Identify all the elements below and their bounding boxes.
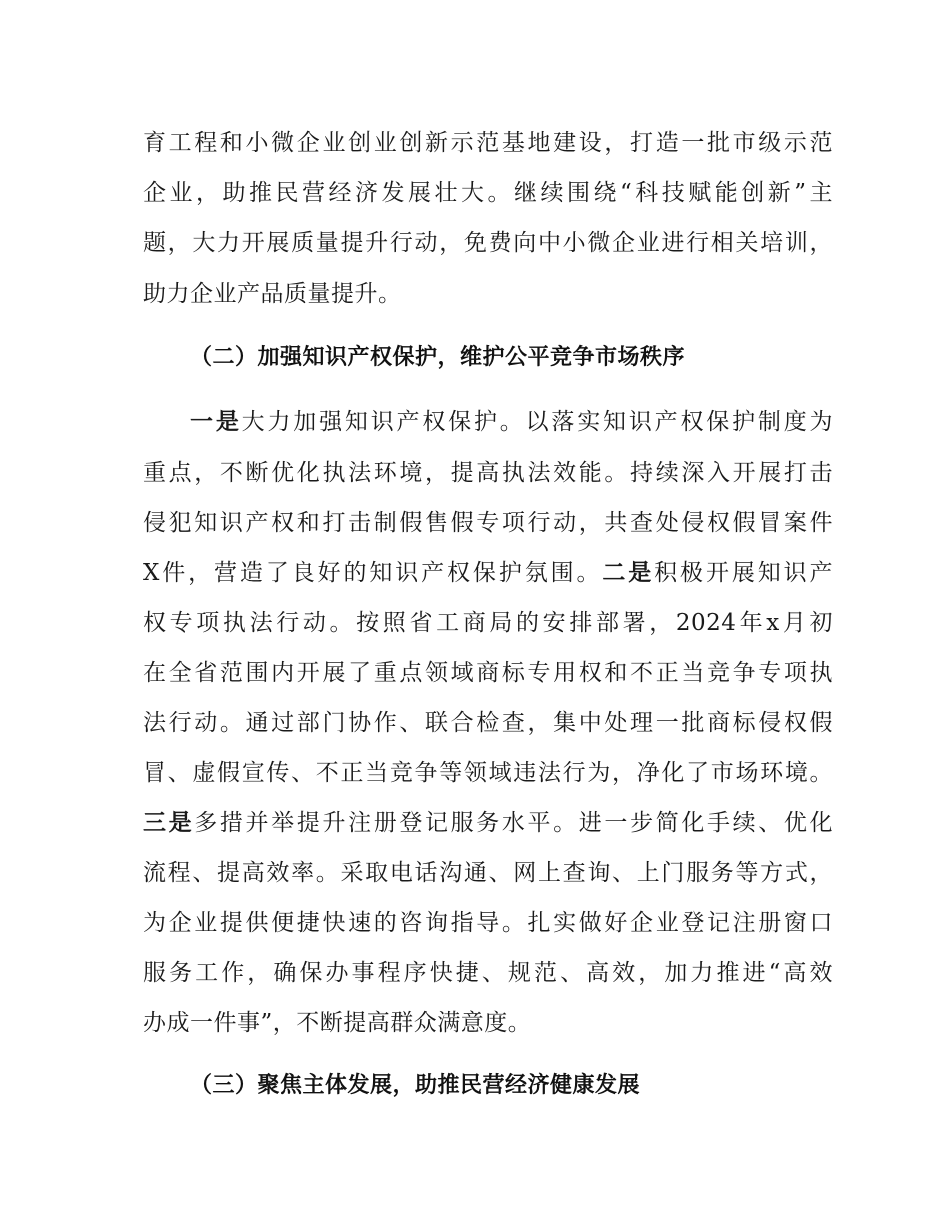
paragraph-line: X件，营造了良好的知识产权保护氛围。二是积极开展知识产 xyxy=(143,560,834,586)
paragraph-line: 在全省范围内开展了重点领域商标专用权和不正当竞争专项执 xyxy=(143,660,833,686)
lead-phrase: 二是 xyxy=(602,560,655,586)
paragraph-line: 办成一件事”，不断提高群众满意度。 xyxy=(143,1010,532,1036)
paragraph-line: 服务工作，确保办事程序快捷、规范、高效，加力推进“高效 xyxy=(143,960,833,986)
paragraph-line: 流程、提高效率。采取电话沟通、网上查询、上门服务等方式， xyxy=(143,860,833,886)
lead-phrase: 一是 xyxy=(190,409,242,435)
paragraph-line: 一是大力加强知识产权保护。以落实知识产权保护制度为 xyxy=(190,409,833,435)
lead-phrase: 三是 xyxy=(143,810,195,836)
section-heading: （二）加强知识产权保护，维护公平竞争市场秩序 xyxy=(190,345,686,370)
paragraph-line: 企业，助推民营经济发展壮大。继续围绕“科技赋能创新”主 xyxy=(143,180,833,206)
paragraph-line: 助力企业产品质量提升。 xyxy=(143,281,402,307)
paragraph-line: 冒、虚假宣传、不正当竞争等领域违法行为，净化了市场环境。 xyxy=(143,760,833,786)
paragraph-line: 育工程和小微企业创业创新示范基地建设，打造一批市级示范 xyxy=(143,130,833,156)
paragraph-line: 题，大力开展质量提升行动，免费向中小微企业进行相关培训， xyxy=(143,230,833,256)
paragraph-line: 权专项执法行动。按照省工商局的安排部署，2024年x月初 xyxy=(143,610,833,636)
paragraph-line: 为企业提供便捷快速的咨询指导。扎实做好企业登记注册窗口 xyxy=(143,910,833,936)
paragraph-line: 重点，不断优化执法环境，提高执法效能。持续深入开展打击 xyxy=(143,460,833,486)
paragraph-line: 侵犯知识产权和打击制假售假专项行动，共查处侵权假冒案件 xyxy=(143,510,833,536)
section-heading: （三）聚焦主体发展，助推民营经济健康发展 xyxy=(190,1073,641,1098)
paragraph-line: 法行动。通过部门协作、联合检查，集中处理一批商标侵权假 xyxy=(143,710,833,736)
paragraph-line: 三是多措并举提升注册登记服务水平。进一步简化手续、优化 xyxy=(143,810,834,836)
